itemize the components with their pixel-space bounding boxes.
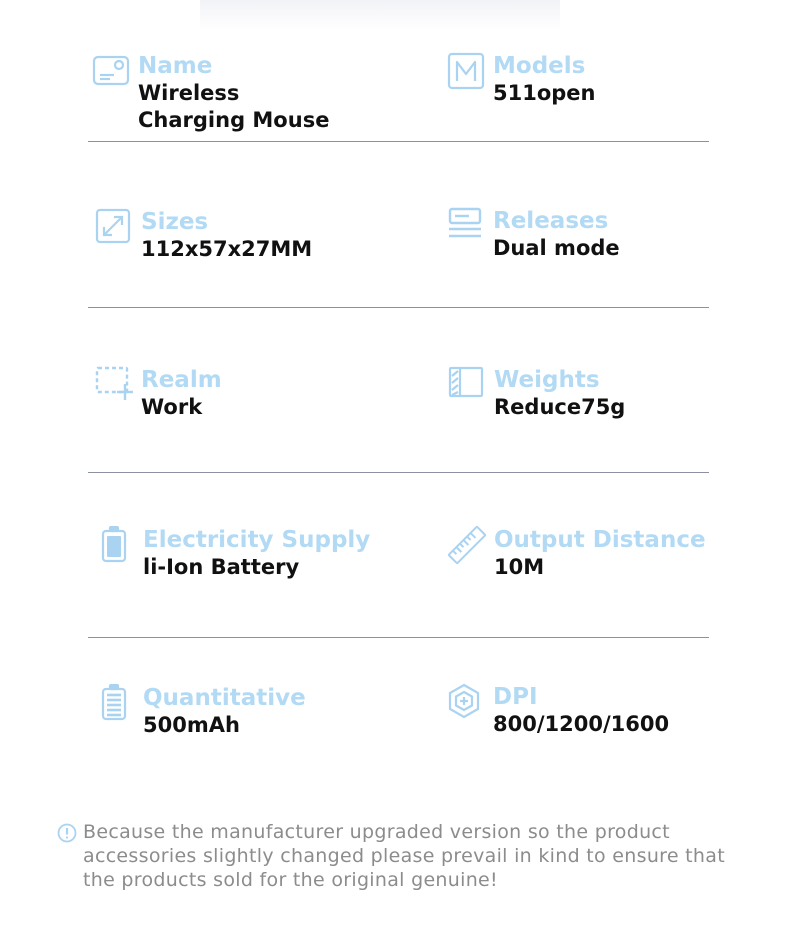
spec-label: Releases — [493, 208, 609, 234]
dashed-add-icon — [95, 366, 133, 404]
spec-label: DPI — [493, 684, 538, 710]
spec-dpi — [447, 683, 669, 738]
spec-weights — [448, 366, 625, 421]
spec-name — [92, 52, 329, 134]
row-divider — [88, 307, 709, 308]
spec-value: 10M — [494, 555, 545, 579]
weight-panel-icon — [448, 366, 486, 404]
spec-label: Output Distance — [494, 527, 706, 553]
spec-value: li-Ion Battery — [143, 555, 300, 579]
spec-value: Wireless Charging Mouse — [138, 81, 330, 132]
spec-label: Sizes — [141, 209, 209, 235]
spec-models — [447, 52, 596, 107]
id-card-icon — [92, 52, 130, 90]
spec-realm — [95, 366, 222, 421]
battery-level-icon — [97, 684, 135, 722]
spec-label: Quantitative — [143, 685, 306, 711]
top-glow — [200, 0, 560, 30]
stack-layers-icon — [447, 207, 485, 245]
info-circle-icon — [57, 823, 77, 843]
resize-arrows-icon — [95, 208, 133, 246]
spec-sizes — [95, 208, 312, 263]
spec-label: Realm — [141, 367, 222, 393]
spec-releases — [447, 207, 620, 262]
ruler-icon — [448, 526, 486, 564]
spec-value: 511open — [493, 81, 596, 105]
spec-value: Dual mode — [493, 236, 620, 260]
spec-electricity-supply — [97, 526, 370, 581]
row-divider — [88, 472, 709, 473]
spec-label: Models — [493, 53, 586, 79]
battery-icon — [97, 526, 135, 564]
hexagon-plus-icon — [447, 683, 485, 721]
spec-value: 800/1200/1600 — [493, 712, 670, 736]
disclaimer-note — [57, 820, 737, 892]
spec-quantitative — [97, 684, 306, 739]
spec-value: 112x57x27MM — [141, 237, 313, 261]
spec-label: Electricity Supply — [143, 527, 371, 553]
m-box-icon — [447, 52, 485, 90]
row-divider — [88, 141, 709, 142]
disclaimer-text: Because the manufacturer upgraded version so the product accessories slightly changed please prevail in kind to ensure that the products sold for the original genuine! — [83, 821, 725, 891]
spec-label: Weights — [494, 367, 600, 393]
spec-value: Work — [141, 395, 203, 419]
spec-value: 500mAh — [143, 713, 240, 737]
row-divider — [88, 637, 709, 638]
spec-value: Reduce75g — [494, 395, 626, 419]
spec-label: Name — [138, 53, 213, 79]
spec-output-distance — [448, 526, 706, 581]
